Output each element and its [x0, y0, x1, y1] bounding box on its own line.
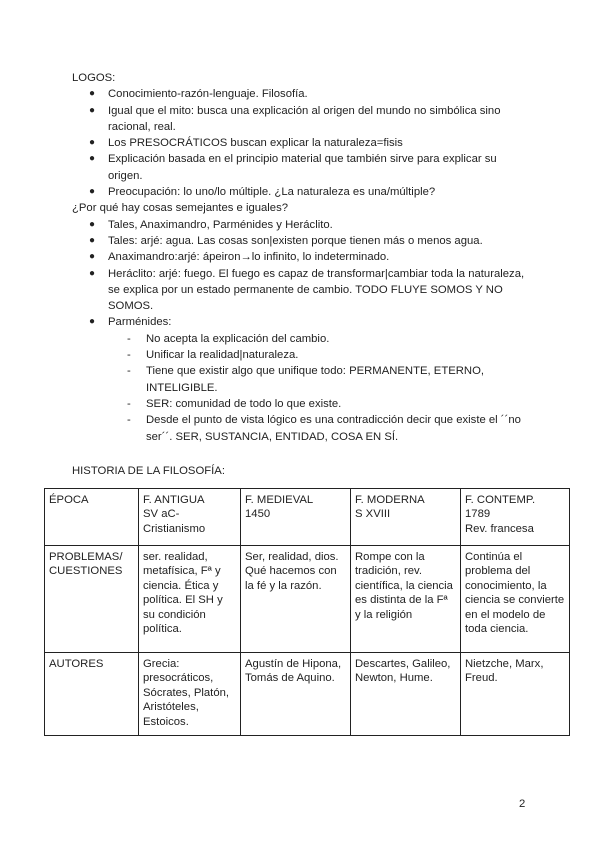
bullet-icon: ●	[89, 251, 96, 263]
bullet-icon: ●	[89, 234, 96, 246]
list-item: - Desde el punto de vista lógico es una contradicción decir que existe el ´´no ser´´. SER, SUSTANCIA, ENTIDAD, COSA EN SÍ.	[127, 414, 521, 443]
list-item: - Unificar la realidad|naturaleza.	[146, 347, 532, 363]
table-row	[45, 546, 570, 653]
list-item: ● Tales, Anaximandro, Parménides y Heráclito.	[108, 217, 532, 233]
list-item: ● Igual que el mito: busca una explicación al origen del mundo no simbólica sino racional, real.	[89, 104, 501, 133]
table-cell: AUTORES	[45, 653, 139, 736]
list-item: ● Tales: arjé: agua. Las cosas son|existen porque tienen más o menos agua.	[108, 233, 532, 249]
list-item: ● Preocupación: lo uno/lo múltiple. ¿La naturaleza es una/múltiple?	[108, 184, 532, 200]
list-item: ● Heráclito: arjé: fuego. El fuego es capaz de transformar|cambiar toda la naturaleza, se explica por un estado permanente de cambio. TODO FLUYE SOMOS Y NO SOMOS.	[89, 267, 525, 313]
table-header-row	[45, 489, 570, 546]
page-number: 2	[519, 798, 526, 810]
history-table	[44, 488, 570, 736]
parmenides-list	[108, 331, 532, 445]
list-item: - No acepta la explicación del cambio.	[146, 331, 532, 347]
table-cell: ser. realidad, metafísica, Fª y ciencia. Ética y política. El SH y su condición política.	[139, 546, 241, 653]
table-cell: Rompe con la tradición, rev. científica, la ciencia es distinta de la Fª y la religión	[351, 546, 461, 653]
page-content	[72, 70, 532, 479]
list-item: - SER: comunidad de todo lo que existe.	[146, 396, 532, 412]
table-cell: Agustín de Hipona, Tomás de Aquino.	[241, 653, 351, 736]
bullet-icon: ●	[89, 186, 96, 198]
table-cell: Grecia: presocráticos, Sócrates, Platón, Aristóteles, Estoicos.	[139, 653, 241, 736]
list-item: ● Conocimiento-razón-lenguaje. Filosofía.	[108, 86, 532, 102]
bullet-icon: ●	[89, 104, 96, 116]
table-cell: Descartes, Galileo, Newton, Hume.	[351, 653, 461, 736]
bullet-icon: ●	[89, 316, 96, 328]
table-cell: Continúa el problema del conocimiento, la ciencia se convierte en el modelo de toda ciencia.	[461, 546, 570, 653]
bullet-icon: ●	[89, 153, 96, 165]
history-title: HISTORIA DE LA FILOSOFÍA:	[72, 464, 225, 477]
logos-heading: LOGOS:	[72, 72, 116, 84]
table-cell: Ser, realidad, dios. Qué hacemos con la fé y la razón.	[241, 546, 351, 653]
table-header-cell: F. MODERNA S XVIII	[351, 489, 461, 546]
dash-icon: -	[127, 332, 131, 345]
bullet-icon: ●	[89, 267, 96, 279]
list-item: - Tiene que existir algo que unifique todo: PERMANENTE, ETERNO, INTELIGIBLE.	[127, 365, 485, 394]
logos-list	[72, 86, 532, 200]
bullet-icon: ●	[89, 137, 96, 149]
list-item: ● Los PRESOCRÁTICOS buscan explicar la naturaleza=fisis	[108, 135, 532, 151]
dash-icon: -	[127, 349, 131, 362]
question-heading: ¿Por qué hay cosas semejantes e iguales?	[72, 202, 289, 215]
bullet-icon: ●	[89, 88, 96, 100]
table-cell: Nietzche, Marx, Freud.	[461, 653, 570, 736]
dash-icon: -	[127, 397, 131, 410]
dash-icon: -	[127, 365, 131, 378]
table-header-cell: F. MEDIEVAL 1450	[241, 489, 351, 546]
table-header-cell: F. ANTIGUA SV aC- Cristianismo	[139, 489, 241, 546]
list-item: ● Anaximandro:arjé: ápeiron→lo infinito, lo indeterminado.	[108, 249, 532, 265]
question-list	[72, 217, 532, 445]
list-item: ● Explicación basada en el principio material que también sirve para explicar su origen.	[89, 153, 497, 182]
table-header-cell: F. CONTEMP. 1789 Rev. francesa	[461, 489, 570, 546]
table-cell: PROBLEMAS/ CUESTIONES	[45, 546, 139, 653]
list-item: ● Parménides: - No acepta la explicación del cambio. - Unificar la realidad|naturaleza. - Tiene que existir algo que unifique todo: PERMANENTE, ETERNO, INTELIGIBLE. - SER: comunidad de todo lo que existe. - Desde el punto de vista lógico es una contradicción decir que existe el ´´no ser´´. SER, SUSTANCIA, ENTIDAD, COSA EN SÍ.	[108, 314, 532, 444]
table-row	[45, 653, 570, 736]
bullet-icon: ●	[89, 218, 96, 230]
table-header-cell: ÉPOCA	[45, 489, 139, 546]
dash-icon: -	[127, 414, 131, 427]
